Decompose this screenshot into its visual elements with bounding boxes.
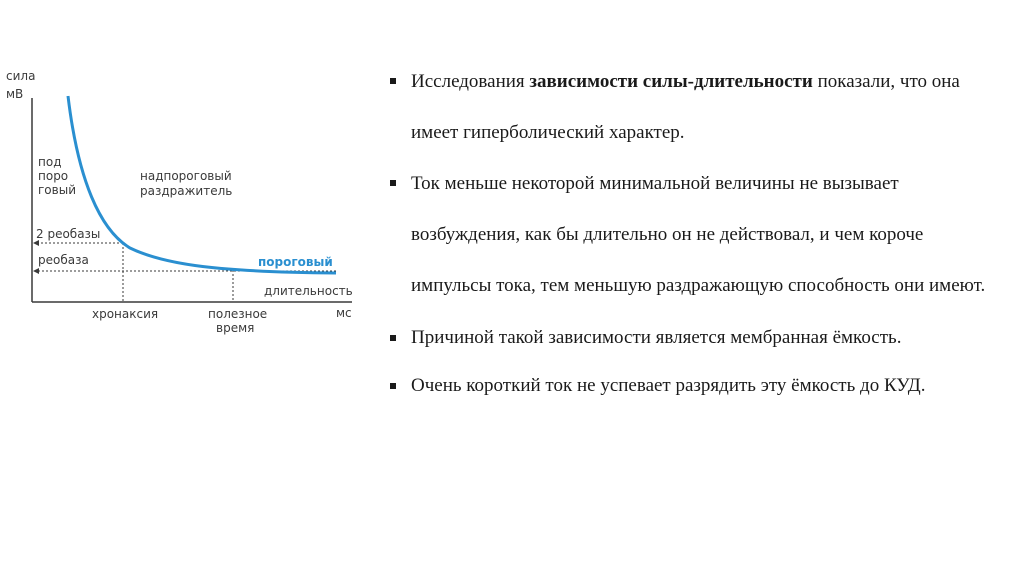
bullet-text: Очень короткий ток не успевает разрядить эту ёмкость до КУД. [411,375,926,396]
useful-time-label-line2: время [216,321,255,335]
y-axis-label-line1: сила [6,69,36,83]
bullet-square-icon [390,180,396,186]
subthreshold-label-line3: говый [38,183,76,197]
suprathreshold-label-line2: раздражитель [140,184,233,198]
bullet-square-icon [390,78,396,84]
bullet-square-icon [390,335,396,341]
subthreshold-label-line1: под [38,155,62,169]
subthreshold-label-line2: поро [38,169,69,183]
bullet-item-minimal-current [386,158,1008,311]
useful-time-label-line1: полезное [208,307,268,321]
strength-duration-diagram [0,60,370,350]
rheobase-label: реобаза [38,253,89,267]
bullet-item-membrane-capacity [386,325,1008,351]
chronaxie-label: хронаксия [92,307,159,321]
suprathreshold-label-line1: надпороговый [140,169,232,183]
bullet-text-suffix: показали, что она имеет гиперболический характер. [411,71,960,143]
bullet-square-icon [390,383,396,389]
bullet-text: Причиной такой зависимости является мембранная ёмкость. [411,327,902,348]
y-axis-label-line2: мВ [6,87,24,101]
bullet-text-bold: зависимости силы-длительности [529,71,813,92]
bullet-item-hyperbolic [386,56,1008,158]
bullet-list [386,56,1008,399]
bullet-text-prefix: Исследования [411,71,530,92]
duration-label: длительность [264,284,353,298]
x-axis-unit: мс [336,306,352,320]
two-rheobase-label: 2 реобазы [36,227,101,241]
threshold-label: пороговый [258,255,333,269]
bullet-text: Ток меньше некоторой минимальной величины не вызывает возбуждения, как бы длительно он не действовал, и чем короче импульсы тока, тем меньшую раздражающую способность они имеют. [411,173,986,296]
bullet-item-short-current [386,373,1008,399]
